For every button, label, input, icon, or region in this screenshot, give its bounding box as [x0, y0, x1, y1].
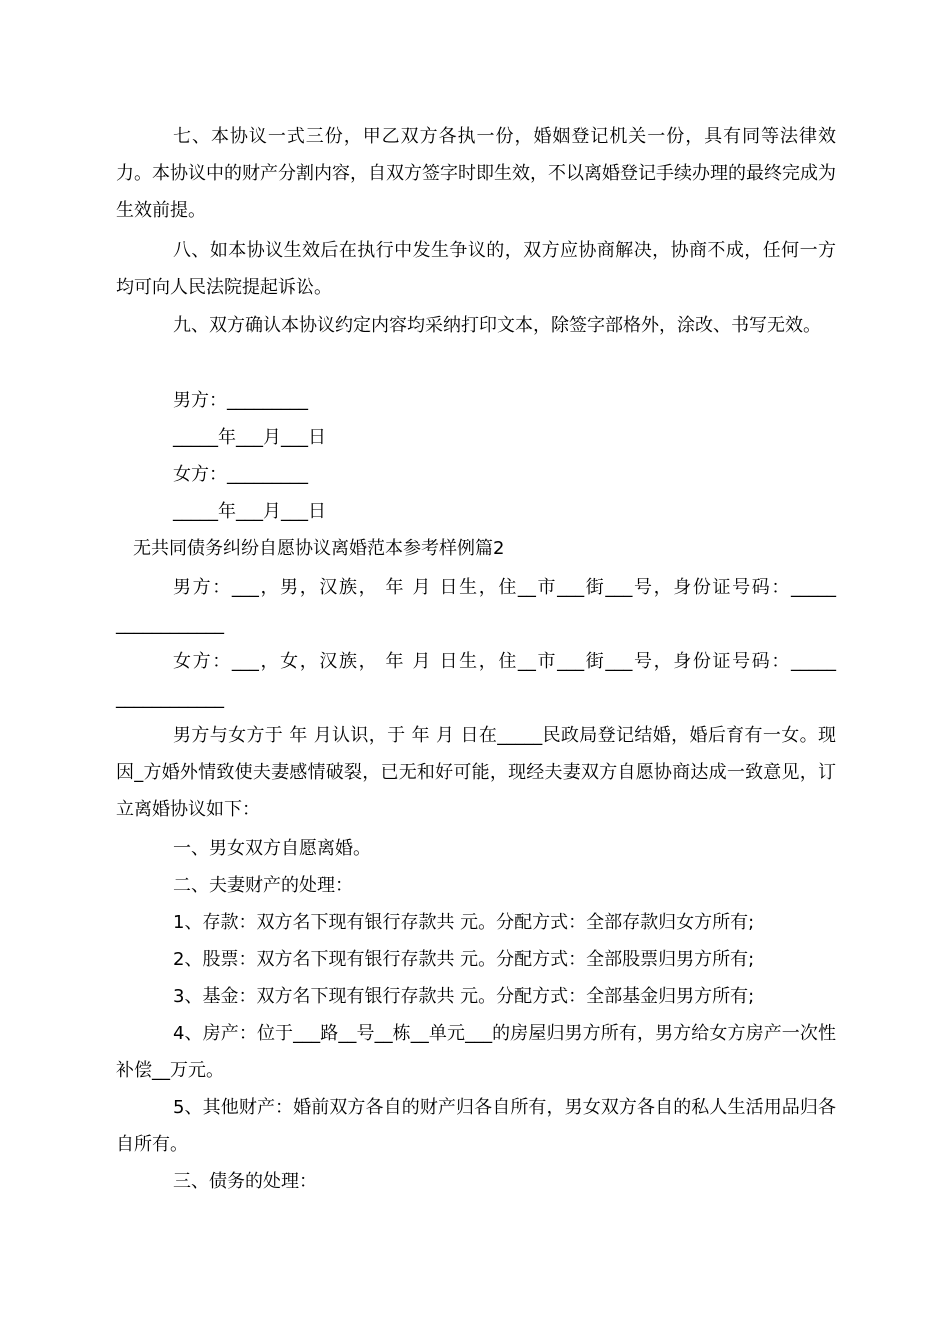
item-3: 三、债务的处理：: [173, 1171, 317, 1192]
male-signature-line: 男方：_________: [173, 390, 308, 411]
clause-8: 八、如本协议生效后在执行中发生争议的，双方应协商解决，协商不成，任何一方均可向人民法院提起诉讼。: [116, 240, 836, 298]
female-info: 女方：___，女，汉族， 年 月 日生，住__市___街___号，身份证号码：_____ ____________: [116, 651, 836, 709]
intro-paragraph: 男方与女方于 年 月认识，于 年 月 日在_____民政局登记结婚，婚后育有一女。现因_方婚外情致使夫妻感情破裂，已无和好可能，现经夫妻双方自愿协商达成一致意见，订立离婚协议如下：: [116, 725, 836, 820]
clause-9: 九、双方确认本协议约定内容均采纳打印文本，除签字部格外，涂改、书写无效。: [173, 315, 821, 336]
sub-item-2: 2、股票：双方名下现有银行存款共 元。分配方式：全部股票归男方所有;: [173, 949, 755, 970]
sub-item-4: 4、房产：位于___路__号__栋__单元___的房屋归男方所有，男方给女方房产一次性补偿__万元。: [116, 1023, 836, 1081]
female-signature-line: 女方：_________: [173, 464, 308, 485]
male-info: 男方：___，男，汉族， 年 月 日生，住__市___街___号，身份证号码：_____ ____________: [116, 577, 836, 635]
female-date-line: _____年___月___日: [173, 501, 326, 522]
item-2: 二、夫妻财产的处理：: [173, 875, 353, 896]
sub-item-1: 1、存款：双方名下现有银行存款共 元。分配方式：全部存款归女方所有;: [173, 912, 755, 933]
male-date-line: _____年___月___日: [173, 427, 326, 448]
clause-7: 七、本协议一式三份，甲乙双方各执一份，婚姻登记机关一份，具有同等法律效力。本协议中的财产分割内容，自双方签字时即生效，不以离婚登记手续办理的最终完成为生效前提。: [116, 126, 836, 221]
sub-item-5: 5、其他财产：婚前双方各自的财产归各自所有，男女双方各自的私人生活用品归各自所有。: [116, 1097, 836, 1155]
sub-item-3: 3、基金：双方名下现有银行存款共 元。分配方式：全部基金归男方所有;: [173, 986, 755, 1007]
item-1: 一、男女双方自愿离婚。: [173, 838, 371, 859]
section-title: 无共同债务纠纷自愿协议离婚范本参考样例篇2: [133, 538, 505, 559]
